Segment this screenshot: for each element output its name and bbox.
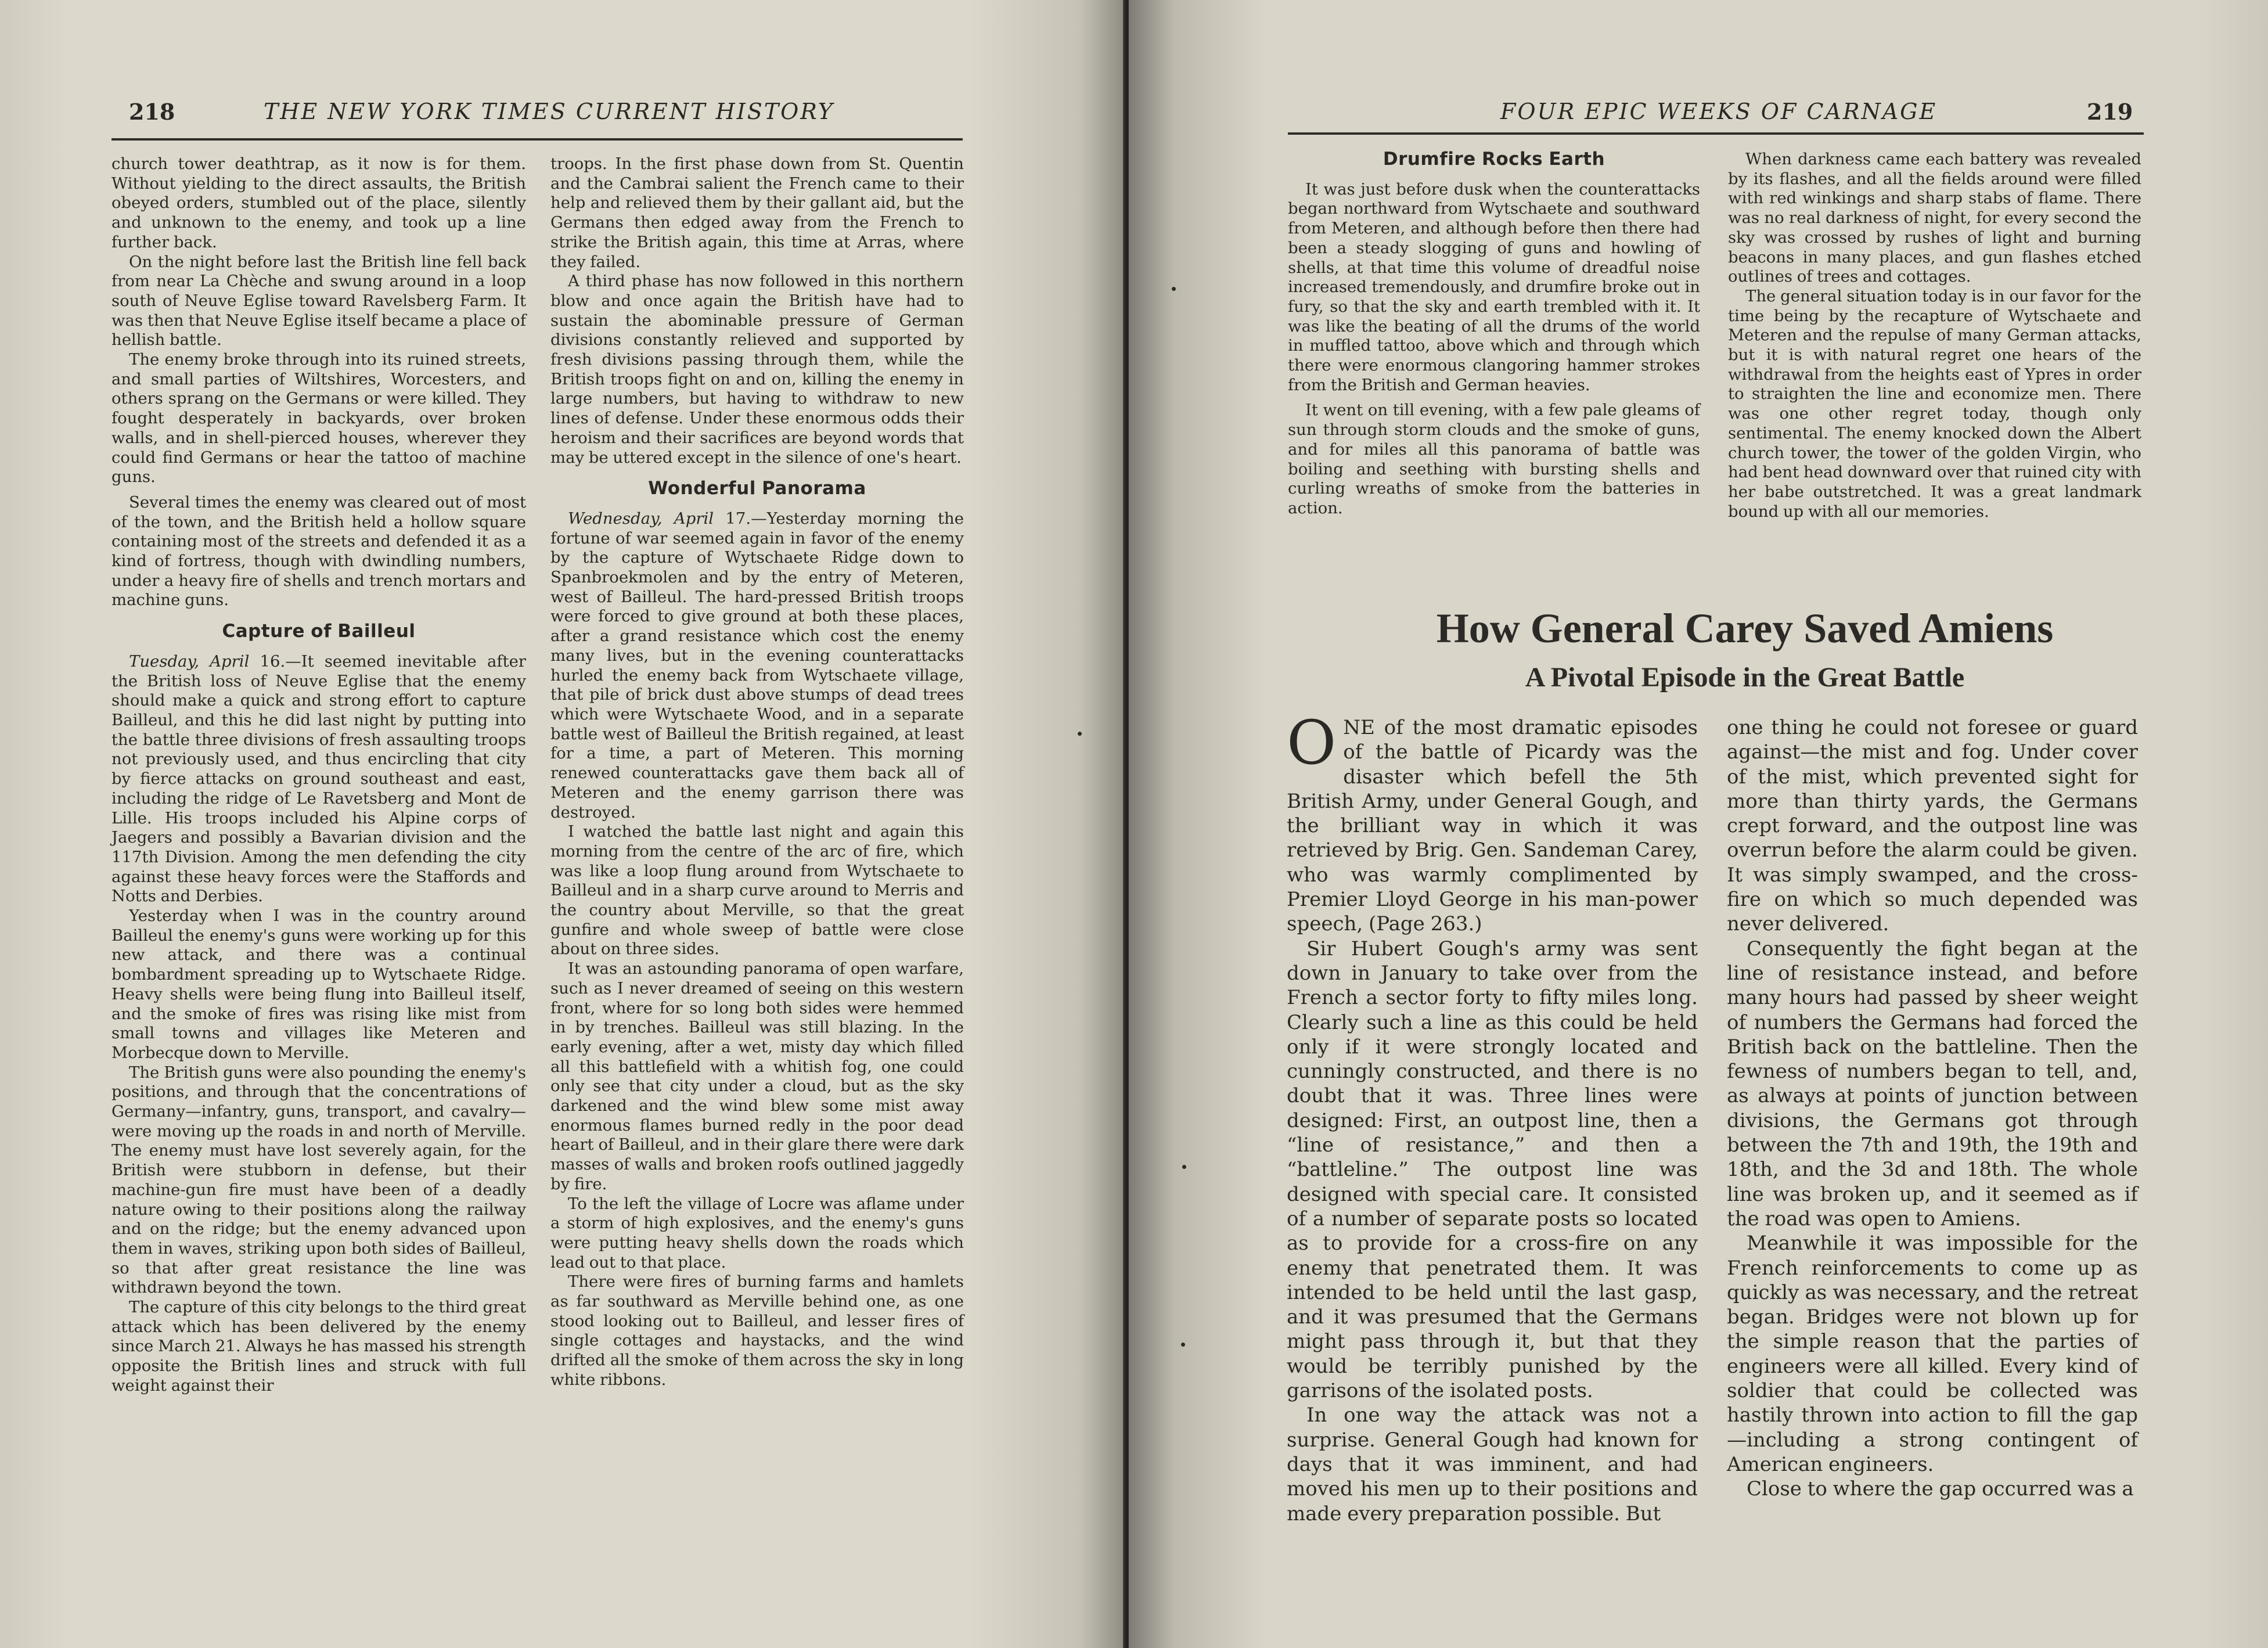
article-subheadline: A Pivotal Episode in the Great Battle [1525,662,1965,693]
running-title: FOUR EPIC WEEKS OF CARNAGE [1500,99,1938,124]
paragraph: Close to where the gap occurred was a [1747,1477,2134,1501]
dateline: Wednesday, April [568,509,714,528]
paper-speck [1172,287,1176,291]
paragraph: The enemy broke through into its ruined streets, and small parties of Wiltshires, Worcesters, and others sprang on the Germans or were killed. They fought desperately in backyards, over broken walls, and in shell-pierced houses, wherever they could find Germans or hear the tattoo of machine guns. [111,350,526,487]
article-headline: How General Carey Saved Amiens [1436,605,2054,652]
paragraph: To the left the village of Locre was aflame under a storm of high explosives, and the enemy's guns were putting heavy shells down the roads which lead out to that place. [550,1194,964,1272]
paragraph: one thing he could not foresee or guard against—the mist and fog. Under cover of the mist, which prevented sight for more than thirty yards, the Germans crept forward, and the outpost line was overrun before the alarm could be given. It was simply swamped, and the cross-fire on which so much depended was never delivered. [1727,716,2138,936]
left-column-1 [111,154,526,1396]
section-heading: Drumfire Rocks Earth [1383,149,1605,170]
paragraph: When darkness came each battery was revealed by its flashes, and all the fields around were filled with red winkings and sharp stabs of flame. There was no real darkness of night, for every second the sky was crossed by rushes of light and burning beacons in many places, and gun flashes etched outlines of trees and cottages. [1728,150,2141,286]
dateline: Tuesday, April [129,652,250,671]
paragraph: The British guns were also pounding the enemy's positions, and through that the concentrations of Germany—infantry, guns, transport, and cavalry—were moving up the roads in and north of Merville. The enemy must have lost severely again, for the British were stubborn in defense, but their machine-gun fire must have been of a deadly nature owing to their positions along the railway and on the ridge; but the enemy advanced upon them in waves, striking upon both sides of Bailleul, so that after great resistance the line was withdrawn beyond the town. [111,1063,526,1297]
paragraph: On the night before last the British line fell back from near La Chèche and swung around in a loop south of Neuve Eglise toward Ravelsberg Farm. It was then that Neuve Eglise itself became a place of hellish battle. [111,252,526,350]
page-number: 218 [129,99,175,125]
paragraph: The general situation today is in our favor for the time being by the recapture of Wytschaete and Meteren and the repulse of many German attacks, but it is with natural regret one hears of the withdrawal from the heights east of Ypres in order to straighten the line and economize men. There was one other regret today, though only sentimental. The enemy knocked down the Albert church tower, the tower of the golden Virgin, who had bent head downward over that ruined city with her babe outstretched. It was a great landmark bound up with all our memories. [1728,286,2141,521]
paragraph: It was just before dusk when the counterattacks began northward from Wytschaete and southward from Meteren, and although before then there had been a steady slogging of guns and howling of shells, at that time this volume of dreadful noise increased tremendously, and drumfire broke out in fury, so that the sky and earth trembled with it. It was like the beating of all the drums of the world in muffled tattoo, above which and through which there were enormous clangoring hammer strokes from the British and German heavies. [1288,179,1700,394]
paragraph: A third phase has now followed in this northern blow and once again the British have had to sustain the abominable pressure of German divisions constantly relieved and supported by fresh divisions passing through them, while the British troops fight on and on, killing the enemy in large numbers, but having to withdraw to new lines of defense. Under these enormous odds their heroism and their sacrifices are beyond words that may be uttered except in the silence of one's heart. [550,272,964,467]
paragraph: In one way the attack was not a surprise. General Gough had known for days that it was imminent, and had moved his men up to their positions and made every preparation possible. But [1287,1404,1698,1525]
paragraph: church tower deathtrap, as it now is for them. Without yielding to the direct assaults, the British obeyed orders, stumbled out of the place, silently and unknown to the enemy, and took up a line further back. [111,154,526,251]
paragraph-text: 16.—It seemed inevitable after the British loss of Neuve Eglise that the enemy should make a quick and strong effort to capture Bailleul, and this he did last night by putting into the battle three divisions of fresh assaulting troops not previously used, and thus encircling that city by fierce attacks on ground southeast and east, including the ridge of Le Ravetsberg and Mont de Lille. His troops included his Alpine corps of Jaegers and possibly a Bavarian division and the 117th Division. Among the men defending the city against these heavy forces were the Staffords and Notts and Derbies. [111,652,526,906]
paragraph: There were fires of burning farms and hamlets as far southward as Merville behind one, as one stood looking out to Bailleul, and lesser fires of single cottages and haystacks, and the wind drifted all the smoke of them across the sky in long white ribbons. [550,1272,964,1389]
right-column-1 [1288,150,1700,519]
paragraph: The capture of this city belongs to the third great attack which has been delivered by the enemy since March 21. Always he has massed his strength opposite the British lines and struck with full weight against their [111,1298,526,1395]
paragraph: I watched the battle last night and again this morning from the centre of the arc of fire, which was like a loop flung around from Wytschaete to Bailleul and in a sharp curve around to Merris and the country about Merville, so that the great gunfire and whole sweep of battle were close about on three sides. [550,822,964,959]
paper-speck [1078,732,1082,736]
right-running-head [1129,99,2268,134]
left-running-head [0,99,1124,134]
paragraph: Meanwhile it was impossible for the French reinforcements to come up as quickly as was necessary, and the retreat began. Bridges were not blown up for the simple reason that the parties of engineers were all killed. Every kind of soldier that could be collected was hastily thrown into action to fill the gap —including a strong contingent of American engineers. [1727,1232,2138,1476]
paragraph: Consequently the fight began at the line of resistance instead, and before many hours had passed by sheer weight of numbers the Germans had forced the British back on the battleline. Then the fewness of numbers began to tell, and, as always at points of junction between divisions, the Germans got through between the 7th and 19th, the 19th and 18th, and the 3d and 18th. The whole line was broken up, and it seemed as if the road was open to Amiens. [1727,937,2138,1230]
paragraph: Yesterday when I was in the country around Bailleul the enemy's guns were working up for this new attack, and there was a continual bombardment spreading up to Wytschaete Ridge. Heavy shells were being flung into Bailleul itself, and the smoke of fires was rising like mist from small towns and villages like Meteren and Morbecque down to Merville. [111,906,526,1062]
drop-cap: O [1287,707,1337,778]
left-column-2 [550,154,964,1390]
paragraph [1287,707,1698,937]
paragraph: troops. In the first phase down from St. Quentin and the Cambrai salient the French came to their help and relieved them by their gallant aid, but the Germans then edged away from the French to strike the British again, this time at Arras, where they failed. [550,154,964,271]
paragraph [550,509,964,822]
running-title: THE NEW YORK TIMES CURRENT HISTORY [264,99,834,124]
article-column-right [1727,715,2138,1502]
paragraph [111,652,526,906]
paragraph-text: NE of the most dramatic episodes of the battle of Picardy was the disaster which befell the 5th British Army, under General Gough, and the brilliant way in which it was retrieved by Brig. Gen. Sandeman Carey, who was warmly complimented by Premier Lloyd George in his man-power speech, (Page 263.) [1287,716,1698,936]
header-rule [1288,132,2144,135]
paper-speck [1181,1343,1185,1347]
article-column-left [1287,707,1698,1526]
paragraph: It went on till evening, with a few pale gleams of sun through storm clouds and the smoke of guns, and for miles all this panorama of battle was boiling and seething with bursting shells and curling wreaths of smoke from the batteries in action. [1288,401,1700,517]
paragraph-text: 17.—Yesterday morning the fortune of war seemed again in favor of the enemy by the capture of Wytschaete Ridge down to Spanbroekmolen and by the entry of Meteren, west of Bailleul. The hard-pressed British troops were forced to give ground at both these places, after a grand resistance which cost the enemy many lives, but in the evening counterattacks hurled the enemy back from Wytschaete village, that pile of brick dust above stumps of dead trees which were Wytschaete Wood, and in a separate battle west of Bailleul the British regained, at least for a time, a part of Meteren. This morning renewed counterattacks gave them back all of Meteren and the enemy garrison there was destroyed. [550,509,964,822]
paper-speck [1182,1165,1186,1169]
header-rule [111,138,963,141]
paragraph: It was an astounding panorama of open warfare, such as I never dreamed of seeing on this western front, where for so long both sides were hemmed in by trenches. Bailleul was still blazing. In the early evening, after a wet, misty day which filled all this battlefield with a whitish fog, one could only see that city under a cloud, but as the sky darkened and the wind blew some mist away enormous flames burned redly in the poor dead heart of Bailleul, and in their glare there were dark masses of walls and broken roofs outlined jaggedly by fire. [550,959,964,1193]
section-heading: Capture of Bailleul [222,621,416,642]
page-number: 219 [2087,99,2133,125]
paragraph: Sir Hubert Gough's army was sent down in January to take over from the French a sector forty to fifty miles long. Clearly such a line as this could be held only if it were strongly located and cunningly constructed, and there is no doubt that it was. Three lines were designed: First, an outpost line, then a “line of resistance,” and then a “battleline.” The outpost line was designed with special care. It consisted of a number of separate posts so located as to provide for a cross-fire on any enemy that penetrated them. It was intended to be held until the last gasp, and it was presumed that the Germans might pass through it, but that they would be terribly punished by the garrisons of the isolated posts. [1287,937,1698,1403]
paragraph: Several times the enemy was cleared out of most of the town, and the British held a hollow square containing most of the streets and defended it as a kind of fortress, though with dwindling numbers, under a heavy fire of shells and trench mortars and machine guns. [111,492,526,610]
right-column-2 [1728,150,2141,521]
section-heading: Wonderful Panorama [648,478,866,499]
